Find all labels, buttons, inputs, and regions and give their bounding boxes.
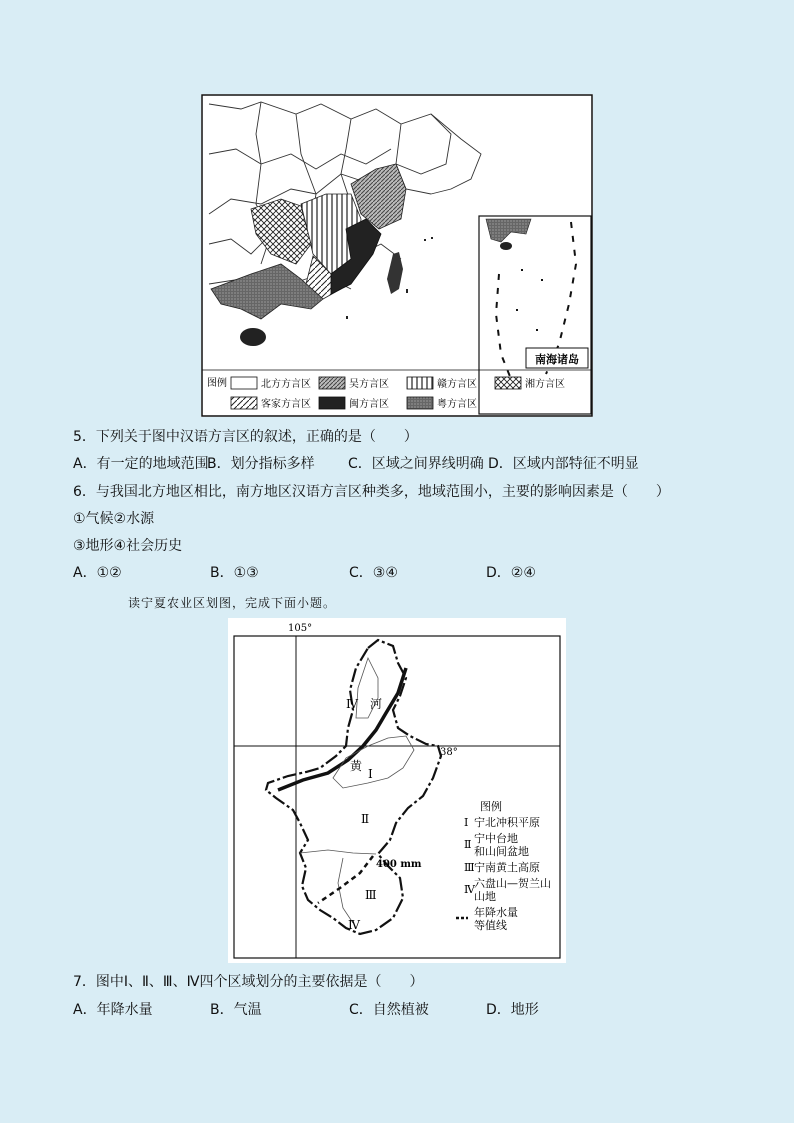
q5-stem: 5．下列关于图中汉语方言区的叙述，正确的是（ ） [73,429,418,445]
map2-legend-num: Ⅰ [464,816,469,829]
legend-label: 粤方言区 [437,399,477,410]
region-1-label: Ⅰ [368,767,373,781]
q7-option-b[interactable]: B．气温 [210,1002,262,1018]
legend-swatch [407,377,433,389]
q6-choices-1: ①气候②水源 [73,511,155,527]
legend-label: 赣方言区 [437,379,477,390]
isohyet-label: 400 mm [376,859,422,870]
inset-hainan [500,242,512,250]
longitude-label: 105° [288,623,313,634]
inset-label: 南海诸岛 [535,353,579,366]
latitude-label: 38° [440,747,458,758]
legend-swatch [231,377,257,389]
map2-legend-label: 宁南黄土高原 [474,861,540,874]
legend-title: 图例 [207,378,227,389]
q7-option-c[interactable]: C．自然植被 [349,1002,429,1018]
map2-legend-label: 和山间盆地 [474,845,529,858]
q5-option-c[interactable]: C．区域之间界线明确 [348,456,484,472]
hainan-island [240,328,266,346]
region-4-north-label: Ⅳ [346,697,358,711]
legend-label: 客家方言区 [261,399,311,410]
map2-legend-label: 等值线 [474,919,507,932]
map2-legend-num: Ⅳ [464,883,475,896]
q7-option-d[interactable]: D．地形 [486,1002,539,1018]
ningxia-map-svg [228,618,566,963]
map2-legend-label: 年降水量 [474,906,518,919]
q6-stem: 6．与我国北方地区相比，南方地区汉语方言区种类多，地域范围小，主要的影响因素是（ ） [73,484,670,500]
region-4-south-label: Ⅳ [348,918,360,932]
q7-stem: 7．图中Ⅰ、Ⅱ、Ⅲ、Ⅳ四个区域划分的主要依据是（ ） [73,974,424,990]
legend-label: 闽方言区 [349,399,389,410]
map2-legend-label: 六盘山—贺兰山 [474,877,551,890]
legend-swatch [407,397,433,409]
map2-legend-label: 宁中台地 [474,832,518,845]
legend-swatch [495,377,521,389]
legend-swatch [319,397,345,409]
map2-legend-label: 山地 [474,890,496,903]
river-label-huang: 黄 [350,759,363,773]
intro-text: 读宁夏农业区划图，完成下面小题。 [128,596,337,610]
map2-legend-label: 宁北冲积平原 [474,816,540,829]
map2-legend-num: Ⅲ [464,861,475,874]
dialect-map [201,94,593,417]
legend-label: 湘方言区 [525,379,565,390]
region-2-label: Ⅱ [361,812,370,826]
map2-legend-num: Ⅱ [464,838,472,851]
q6-option-b[interactable]: B．①③ [210,565,259,581]
region-3-label: Ⅲ [365,888,377,902]
dialect-map-svg [201,94,593,417]
legend-swatch [319,377,345,389]
q5-option-d[interactable]: D．区域内部特征不明显 [488,456,639,472]
ningxia-map [228,618,566,963]
q6-choices-2: ③地形④社会历史 [73,538,183,554]
q6-option-a[interactable]: A．①② [73,565,122,581]
legend-swatch [231,397,257,409]
legend-label: 吴方言区 [349,379,389,390]
river-label-he: 河 [370,697,383,711]
legend-label: 北方方言区 [261,379,311,390]
q5-option-b[interactable]: B．划分指标多样 [207,456,315,472]
q7-option-a[interactable]: A．年降水量 [73,1002,153,1018]
q6-option-c[interactable]: C．③④ [349,565,398,581]
map2-legend-title: 图例 [480,800,502,813]
q6-option-d[interactable]: D．②④ [486,565,536,581]
q5-option-a[interactable]: A．有一定的地域范围 [73,456,209,472]
